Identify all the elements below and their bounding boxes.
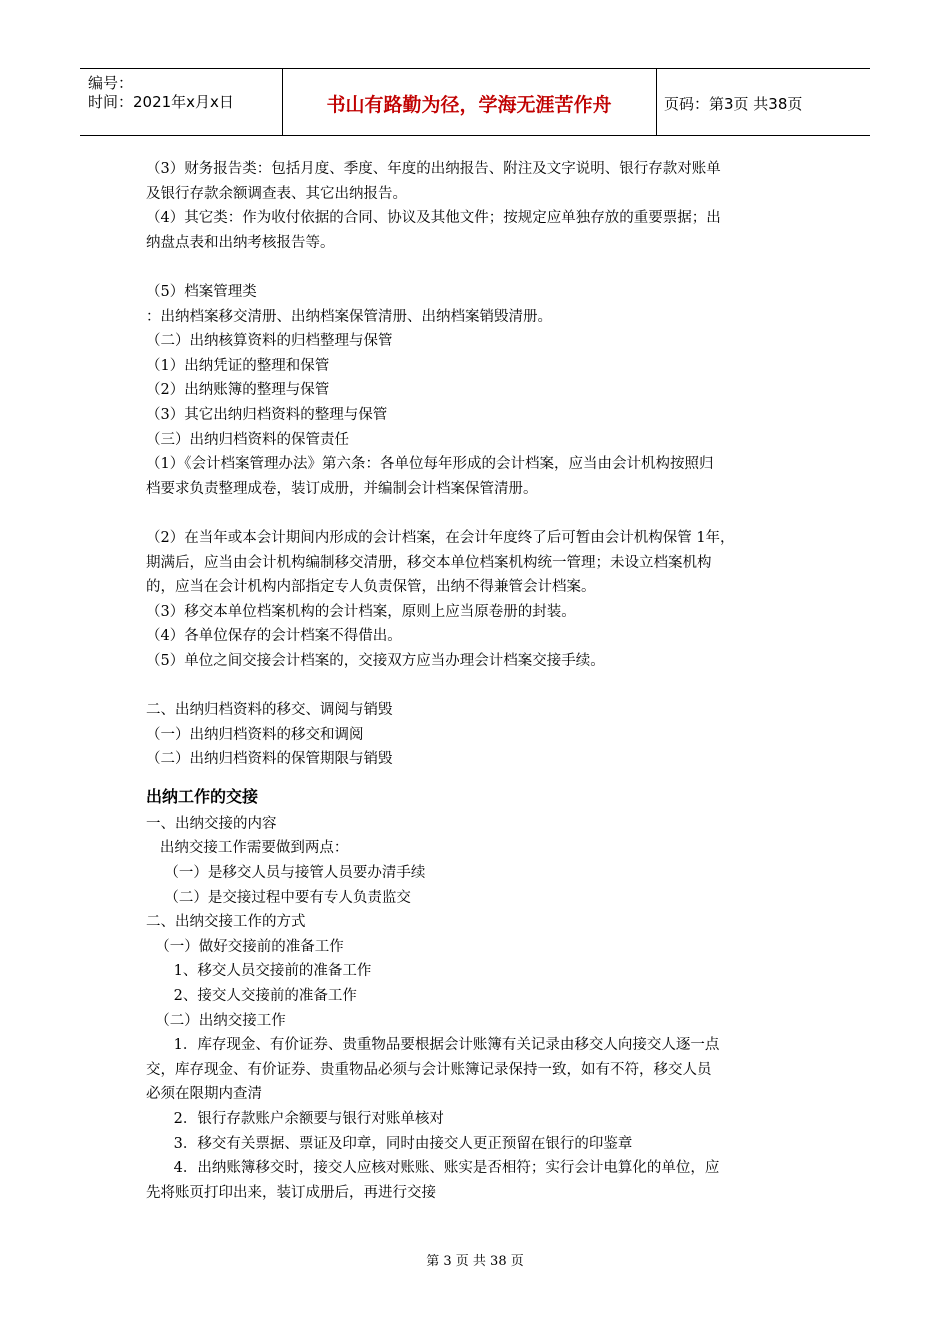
- text-line: （5）档案管理类: [146, 283, 257, 300]
- text-line: （1）《会计档案管理办法》第六条：各单位每年形成的会计档案，应当由会计机构按照归: [146, 456, 714, 473]
- text-line: （3）财务报告类：包括月度、季度、年度的出纳报告、附注及文字说明、银行存款对账单: [146, 161, 721, 177]
- text-line: ：出纳档案移交清册、出纳档案保管清册、出纳档案销毁清册。: [146, 308, 552, 325]
- text-line: 档要求负责整理成卷，装订成册，并编制会计档案保管清册。: [146, 480, 538, 497]
- text-line: 期满后，应当由会计机构编制移交清册，移交本单位档案机构统一管理；未设立档案机构: [146, 554, 712, 571]
- paragraph-group-1: [146, 157, 816, 255]
- text-line: （2）在当年或本会计期间内形成的会计档案，在会计年度终了后可暂由会计机构保管 1年，: [146, 529, 735, 546]
- paragraph-group-3: [146, 526, 816, 674]
- text-line: 先将账页打印出来，装订成册后，再进行交接: [146, 1184, 436, 1201]
- blank-line: [146, 255, 816, 280]
- text-line: （一）出纳归档资料的移交和调阅: [146, 726, 364, 743]
- text-line: （2）出纳账簿的整理与保管: [146, 382, 330, 399]
- blank-line: [146, 673, 816, 698]
- text-line: 二、出纳交接工作的方式: [146, 914, 306, 931]
- text-line: 及银行存款余额调查表、其它出纳报告。: [146, 185, 407, 202]
- text-line: 1、移交人员交接前的准备工作: [146, 963, 372, 980]
- document-number-label: 编号：: [88, 74, 134, 92]
- text-line: （4）各单位保存的会计档案不得借出。: [146, 628, 402, 645]
- text-line: （一）是移交人员与接管人员要办清手续: [146, 865, 426, 882]
- text-line: 的，应当在会计机构内部指定专人负责保管，出纳不得兼管会计档案。: [146, 579, 596, 596]
- header-page-info: 页码：第3页 共38页: [664, 95, 803, 113]
- text-line: （4）其它类：作为收付依据的合同、协议及其他文件；按规定应单独存放的重要票据；出: [146, 210, 721, 227]
- blank-line: [146, 501, 816, 526]
- header-divider-left: [282, 68, 283, 135]
- text-line: （3）移交本单位档案机构的会计档案，原则上应当原卷册的封装。: [146, 603, 576, 620]
- text-line: 二、出纳归档资料的移交、调阅与销毁: [146, 702, 393, 719]
- page-footer: 第 3 页 共 38 页: [426, 1254, 524, 1269]
- paragraph-group-2: [146, 280, 816, 501]
- text-line: （二）出纳交接工作: [146, 1012, 286, 1029]
- text-line: （二）出纳核算资料的归档整理与保管: [146, 333, 393, 350]
- document-body: [146, 157, 816, 1205]
- paragraph-group-5: [146, 812, 816, 1206]
- text-line: （二）是交接过程中要有专人负责监交: [146, 889, 411, 906]
- document-time-label: 时间：2021年x月x日: [88, 93, 234, 111]
- text-line: 1．库存现金、有价证券、贵重物品要根据会计账簿有关记录由移交人向接交人逐一点: [146, 1037, 720, 1054]
- text-line: （二）出纳归档资料的保管期限与销毁: [146, 751, 393, 768]
- text-line: 4．出纳账簿移交时，接交人应核对账账、账实是否相符；实行会计电算化的单位，应: [146, 1160, 720, 1177]
- text-line: （一）做好交接前的准备工作: [146, 938, 344, 955]
- header-motto: 书山有路勤为径，学海无涯苦作舟: [326, 94, 612, 116]
- text-line: 交，库存现金、有价证券、贵重物品必须与会计账簿记录保持一致，如有不符，移交人员: [146, 1061, 712, 1078]
- text-line: 必须在限期内查清: [146, 1086, 262, 1103]
- text-line: （3）其它出纳归档资料的整理与保管: [146, 406, 388, 423]
- text-line: 2．银行存款账户余额要与银行对账单核对: [146, 1110, 444, 1127]
- header-divider-right: [656, 68, 657, 135]
- text-line: （三）出纳归档资料的保管责任: [146, 431, 349, 448]
- paragraph-group-4: [146, 698, 816, 772]
- text-line: （5）单位之间交接会计档案的，交接双方应当办理会计档案交接手续。: [146, 652, 605, 669]
- header-top-rule: [80, 68, 870, 69]
- text-line: 3．移交有关票据、票证及印章，同时由接交人更正预留在银行的印鉴章: [146, 1135, 633, 1152]
- text-line: 出纳交接工作需要做到两点：: [146, 840, 349, 857]
- header-bottom-rule: [80, 135, 870, 136]
- text-line: （1）出纳凭证的整理和保管: [146, 357, 330, 374]
- text-line: 2、接交人交接前的准备工作: [146, 988, 357, 1004]
- section-heading: 出纳工作的交接: [146, 786, 259, 806]
- text-line: 纳盘点表和出纳考核报告等。: [146, 234, 335, 251]
- text-line: 一、出纳交接的内容: [146, 815, 277, 832]
